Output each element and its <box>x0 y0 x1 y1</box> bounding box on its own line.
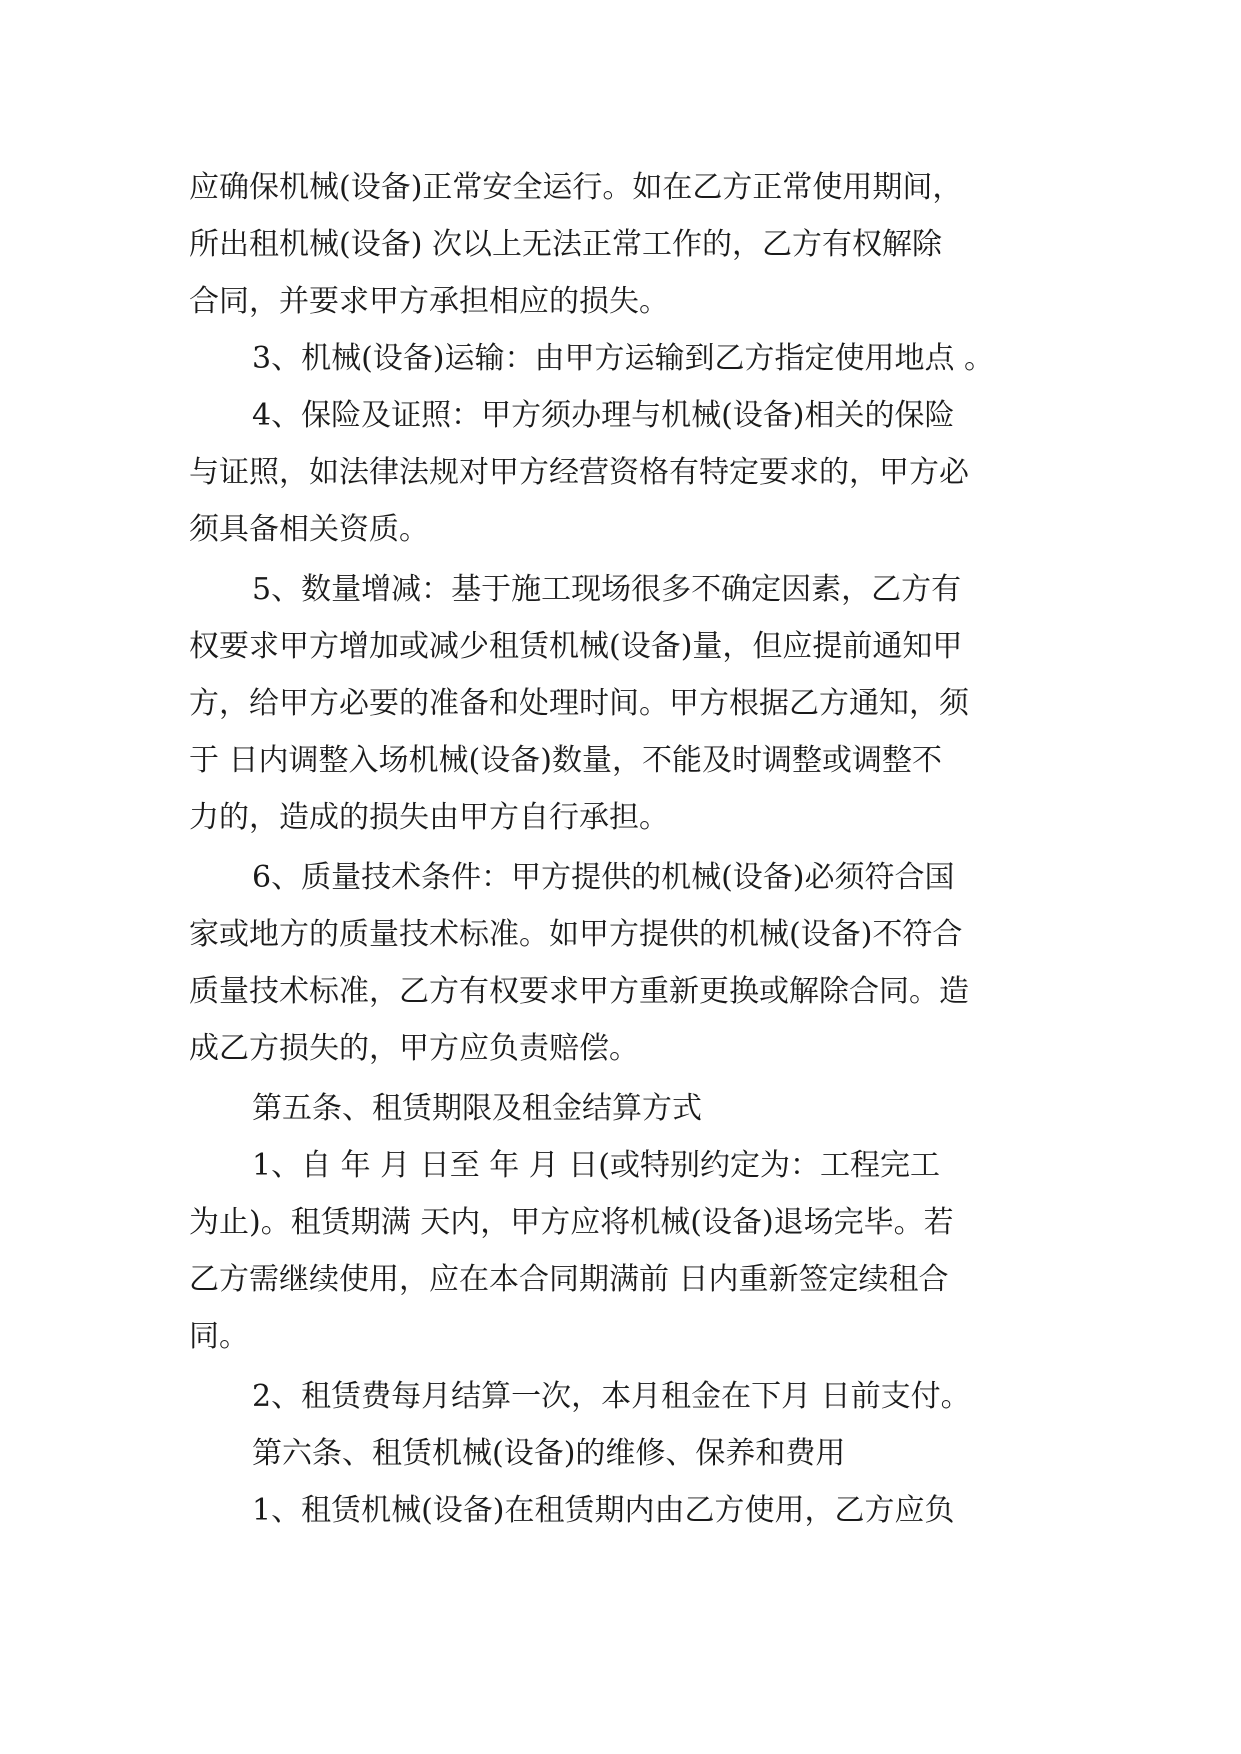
text-line: 为止)。租赁期满 天内，甲方应将机械(设备)退场完毕。若 <box>189 1205 954 1240</box>
section-heading: 第六条、租赁机械(设备)的维修、保养和费用 <box>252 1436 846 1471</box>
text-line: 所出租机械(设备) 次以上无法正常工作的，乙方有权解除 <box>189 227 942 262</box>
text-line: 同。 <box>189 1319 249 1354</box>
text-line: 于 日内调整入场机械(设备)数量，不能及时调整或调整不 <box>189 743 942 778</box>
text-line: 4、保险及证照：甲方须办理与机械(设备)相关的保险 <box>252 398 955 433</box>
section-heading: 第五条、租赁期限及租金结算方式 <box>252 1091 702 1126</box>
text-line: 3、机械(设备)运输：由甲方运输到乙方指定使用地点 。 <box>252 341 995 376</box>
text-line: 须具备相关资质。 <box>189 512 429 547</box>
text-line: 6、质量技术条件：甲方提供的机械(设备)必须符合国 <box>252 860 955 895</box>
text-line: 家或地方的质量技术标准。如甲方提供的机械(设备)不符合 <box>189 917 963 952</box>
text-line: 方，给甲方必要的准备和处理时间。甲方根据乙方通知，须 <box>189 686 969 721</box>
text-line: 2、租赁费每月结算一次，本月租金在下月 日前支付。 <box>252 1379 971 1414</box>
text-line: 1、自 年 月 日至 年 月 日(或特别约定为：工程完工 <box>252 1148 941 1183</box>
text-line: 5、数量增减：基于施工现场很多不确定因素，乙方有 <box>252 572 962 607</box>
text-line: 与证照，如法律法规对甲方经营资格有特定要求的，甲方必 <box>189 455 969 490</box>
text-line: 乙方需继续使用，应在本合同期满前 日内重新签定续租合 <box>189 1262 949 1297</box>
text-line: 成乙方损失的，甲方应负责赔偿。 <box>189 1031 639 1066</box>
text-line: 权要求甲方增加或减少租赁机械(设备)量，但应提前通知甲 <box>189 629 963 664</box>
text-line: 质量技术标准，乙方有权要求甲方重新更换或解除合同。造 <box>189 974 969 1009</box>
text-line: 力的，造成的损失由甲方自行承担。 <box>189 800 669 835</box>
text-line: 应确保机械(设备)正常安全运行。如在乙方正常使用期间， <box>189 170 963 205</box>
text-line: 1、租赁机械(设备)在租赁期内由乙方使用，乙方应负 <box>252 1493 955 1528</box>
text-line: 合同，并要求甲方承担相应的损失。 <box>189 284 669 319</box>
